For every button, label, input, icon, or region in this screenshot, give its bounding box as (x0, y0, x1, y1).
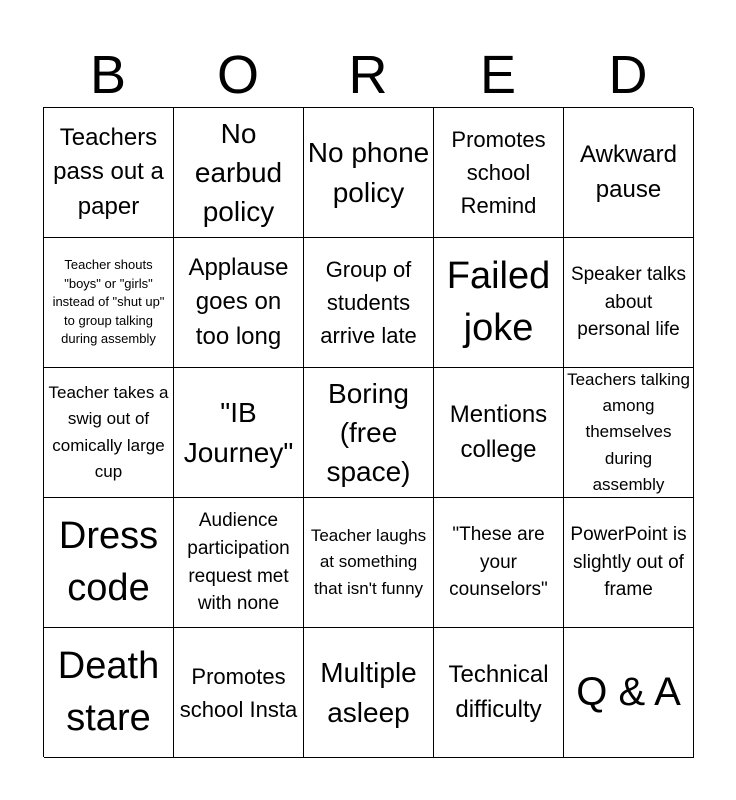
bingo-cell: Teacher shouts "boys" or "girls" instead of "shut up" to group talking during assembly (44, 238, 174, 368)
bingo-cell: No phone policy (304, 108, 434, 238)
bingo-cell: Group of students arrive late (304, 238, 434, 368)
bingo-cell: No earbud policy (174, 108, 304, 238)
bingo-cell: Applause goes on too long (174, 238, 304, 368)
bingo-cell: Audience participation request met with none (174, 498, 304, 628)
bingo-cell: Promotes school Insta (174, 628, 304, 758)
bingo-cell: Teacher laughs at something that isn't funny (304, 498, 434, 628)
bingo-cell: Teachers pass out a paper (44, 108, 174, 238)
bingo-cell: PowerPoint is slightly out of frame (564, 498, 694, 628)
bingo-board (43, 107, 693, 757)
header-letter-r: R (348, 45, 388, 105)
bingo-cell: "These are your counselors" (434, 498, 564, 628)
bingo-cell: Teacher takes a swig out of comically large cup (44, 368, 174, 498)
bingo-cell: Awkward pause (564, 108, 694, 238)
bingo-cell: Q & A (564, 628, 694, 758)
bingo-cell: Death stare (44, 628, 174, 758)
bingo-cell: Teachers talking among themselves during assembly (564, 368, 694, 498)
header-letter-b: B (89, 45, 127, 105)
bingo-cell: Speaker talks about personal life (564, 238, 694, 368)
header-letter-o: O (216, 45, 259, 105)
bingo-cell: Mentions college (434, 368, 564, 498)
header-letter-e: E (479, 45, 517, 105)
bingo-cell: "IB Journey" (174, 368, 304, 498)
bingo-cell: Dress code (44, 498, 174, 628)
bingo-header (43, 42, 693, 108)
bingo-cell: Multiple asleep (304, 628, 434, 758)
bingo-cell: Technical difficulty (434, 628, 564, 758)
header-letter-d: D (608, 45, 648, 105)
bingo-cell: Boring (free space) (304, 368, 434, 498)
bingo-cell: Promotes school Remind (434, 108, 564, 238)
bingo-cell: Failed joke (434, 238, 564, 368)
